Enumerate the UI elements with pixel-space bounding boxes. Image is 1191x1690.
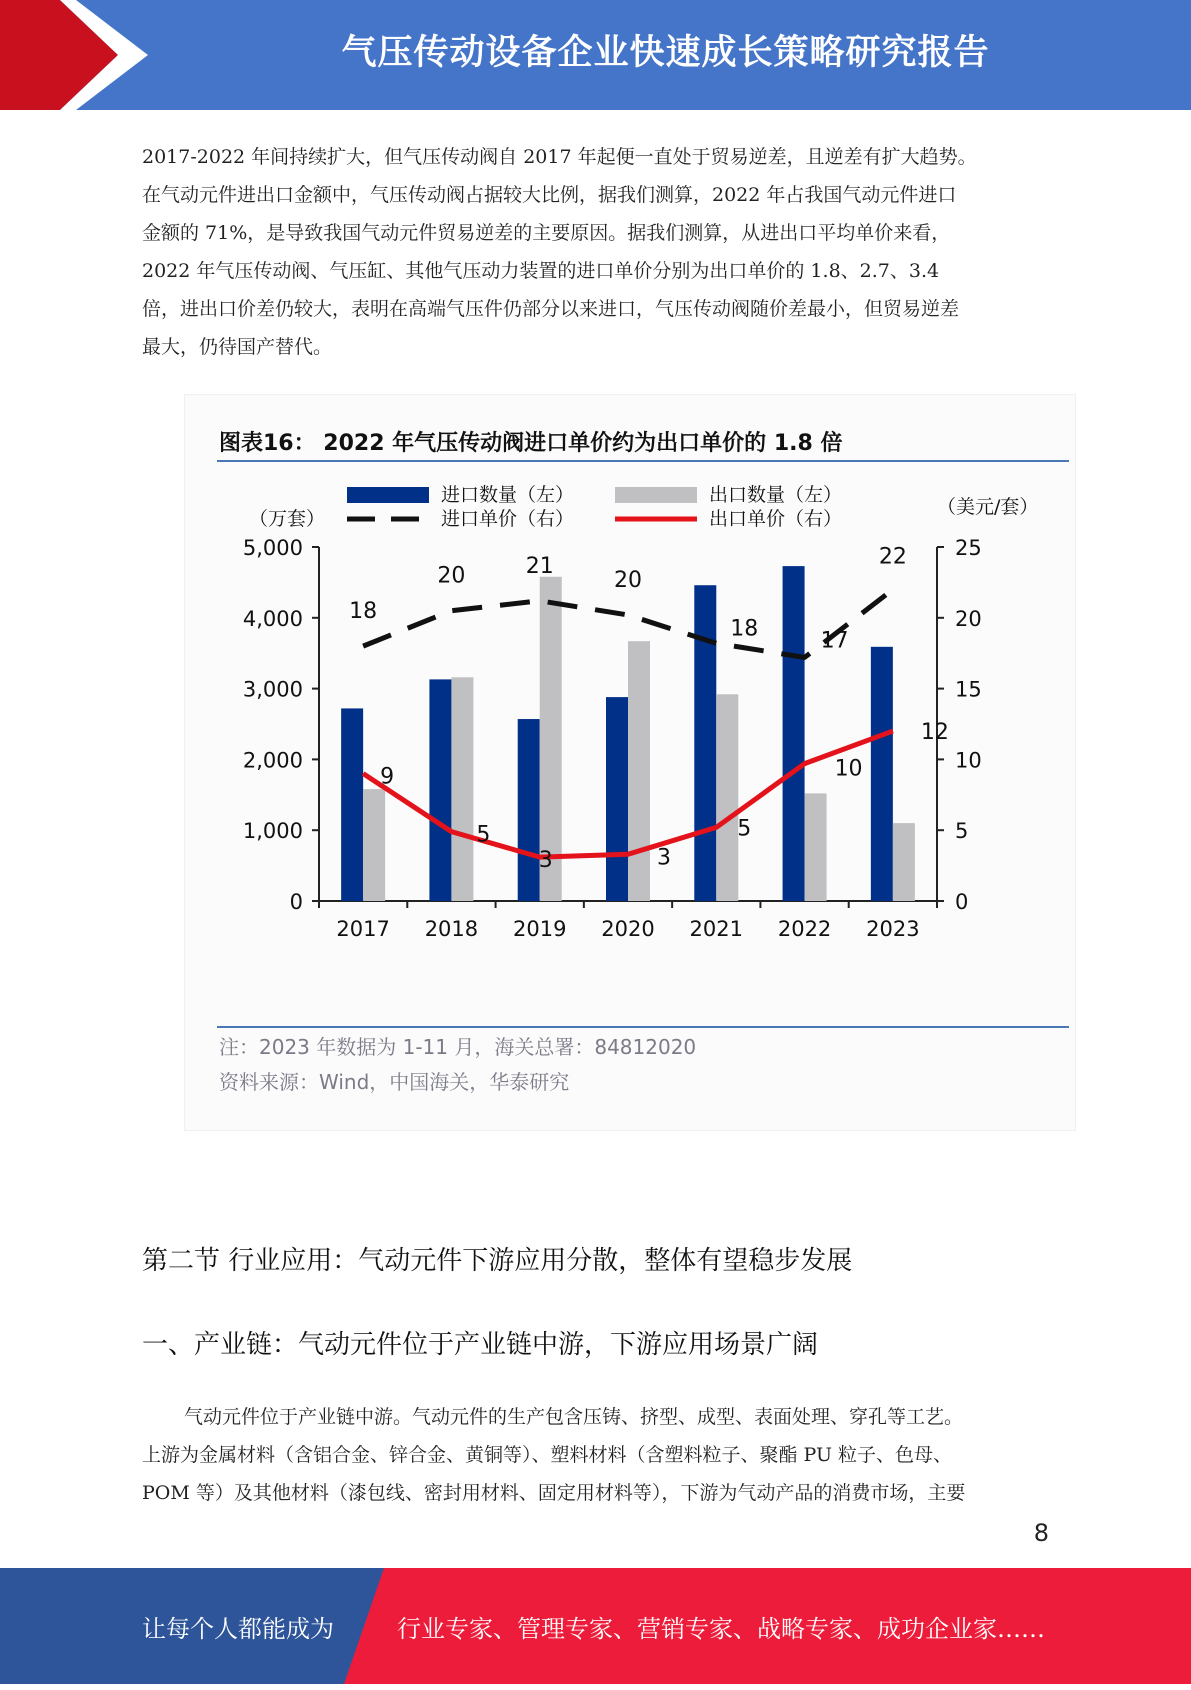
bar-import-qty (783, 566, 805, 901)
legend-label: 进口数量（左） (441, 484, 575, 506)
y-tick-label-right: 20 (955, 606, 982, 631)
bar-import-qty (341, 708, 363, 901)
price-data-label: 21 (525, 553, 554, 579)
intro-line: 最大，仍待国产替代。 (142, 336, 333, 358)
page-header (0, 0, 1191, 110)
legend-label: 出口数量（左） (709, 484, 843, 506)
chart-note: 注：2023 年数据为 1-11 月，海关总署：84812020 (219, 1035, 697, 1059)
x-tick-label: 2018 (424, 917, 479, 941)
y-tick-label-left: 1,000 (242, 819, 303, 844)
y-tick-label-right: 5 (955, 819, 969, 844)
intro-line: 倍，进出口价差仍较大，表明在高端气压件仍部分以来进口，气压传动阀随价差最小，但贸易逆差 (142, 298, 960, 320)
price-data-label: 3 (538, 848, 553, 874)
footer-slogan-left: 让每个人都能成为 (142, 1615, 334, 1643)
y-tick-label-left: 5,000 (242, 536, 303, 560)
chart-title: 图表16： 2022 年气压传动阀进口单价约为出口单价的 1.8 倍 (219, 431, 843, 456)
price-data-label: 22 (878, 544, 907, 570)
price-data-label: 20 (437, 563, 466, 589)
bar-import-qty (871, 647, 893, 901)
body-paragraph (142, 1398, 1057, 1512)
y-tick-label-right: 25 (955, 536, 982, 560)
page-number: 8 (1033, 1519, 1049, 1547)
page-footer (0, 1568, 1191, 1684)
y-tick-label-left: 4,000 (242, 606, 303, 631)
footer-slogan-right: 行业专家、管理专家、营销专家、战略专家、成功企业家…… (397, 1615, 1045, 1643)
x-tick-label: 2021 (689, 917, 744, 941)
x-tick-label: 2017 (336, 917, 390, 941)
bar-export-qty (628, 641, 650, 901)
legend-label: 进口单价（右） (441, 508, 575, 530)
intro-line: 在气动元件进出口金额中，气压传动阀占据较大比例，据我们测算，2022 年占我国气动元件进口 (142, 184, 957, 206)
chart-legend (347, 484, 842, 530)
y-axis-label-left: （万套） (249, 508, 326, 530)
subsection-heading: 一、产业链：气动元件位于产业链中游，下游应用场景广阔 (142, 1330, 819, 1360)
y-tick-label-right: 0 (955, 890, 969, 914)
y-tick-label-left: 2,000 (242, 748, 303, 773)
bar-import-qty (429, 679, 451, 901)
intro-line: 2017-2022 年间持续扩大，但气压传动阀自 2017 年起便一直处于贸易逆差，且逆差有扩大趋势。 (142, 146, 977, 168)
bar-export-qty (451, 677, 473, 901)
price-data-label: 17 (820, 628, 849, 654)
y-tick-label-right: 10 (955, 748, 982, 773)
y-tick-label-left: 3,000 (242, 677, 303, 702)
chart-svg (185, 395, 1075, 1130)
chart-figure (184, 394, 1076, 1131)
price-data-label: 5 (476, 822, 491, 848)
y-tick-label-right: 15 (955, 677, 982, 702)
chart-bars (341, 563, 915, 901)
price-data-label: 20 (614, 567, 642, 593)
price-data-label: 18 (349, 599, 378, 625)
price-data-label: 18 (730, 616, 759, 642)
price-data-label: 10 (834, 756, 863, 782)
x-tick-label: 2023 (866, 917, 920, 941)
price-data-label: 3 (657, 845, 671, 871)
intro-line: 2022 年气压传动阀、气压缸、其他气压动力装置的进口单价分别为出口单价的 1.8、2.7、3.4 (142, 260, 940, 282)
section-heading: 第二节 行业应用：气动元件下游应用分散，整体有望稳步发展 (142, 1246, 853, 1276)
chart-source: 资料来源：Wind，中国海关，华泰研究 (219, 1070, 570, 1094)
body-line: 上游为金属材料（含铝合金、锌合金、黄铜等）、塑料材料（含塑料粒子、聚酯 PU 粒子、色母、 (142, 1444, 953, 1466)
legend-swatch (347, 487, 429, 503)
x-tick-label: 2022 (777, 917, 832, 941)
legend-swatch (615, 487, 697, 503)
legend-label: 出口单价（右） (709, 508, 843, 530)
bar-export-qty (805, 793, 827, 901)
intro-paragraph (142, 138, 1057, 366)
x-tick-label: 2019 (512, 917, 567, 941)
body-line: 气动元件位于产业链中游。气动元件的生产包含压铸、挤型、成型、表面处理、穿孔等工艺。 (184, 1406, 964, 1428)
price-data-label: 12 (920, 720, 949, 746)
price-data-label: 9 (380, 764, 395, 790)
bar-export-qty (893, 823, 915, 901)
x-tick-label: 2020 (601, 917, 655, 941)
bar-export-qty (716, 694, 738, 901)
intro-line: 金额的 71%，是导致我国气动元件贸易逆差的主要原因。据我们测算，从进出口平均单价来看， (142, 222, 951, 244)
y-tick-label-left: 0 (289, 890, 303, 914)
bar-import-qty (606, 697, 628, 901)
y-axis-label-right: （美元/套） (937, 496, 1039, 518)
bar-import-qty (518, 719, 540, 901)
report-title: 气压传动设备企业快速成长策略研究报告 (341, 33, 990, 73)
bar-export-qty (363, 789, 385, 901)
price-data-label: 5 (737, 816, 752, 842)
bar-import-qty (694, 585, 716, 901)
body-line: POM 等）及其他材料（漆包线、密封用材料、固定用材料等），下游为气动产品的消费市场，主要 (142, 1482, 966, 1504)
